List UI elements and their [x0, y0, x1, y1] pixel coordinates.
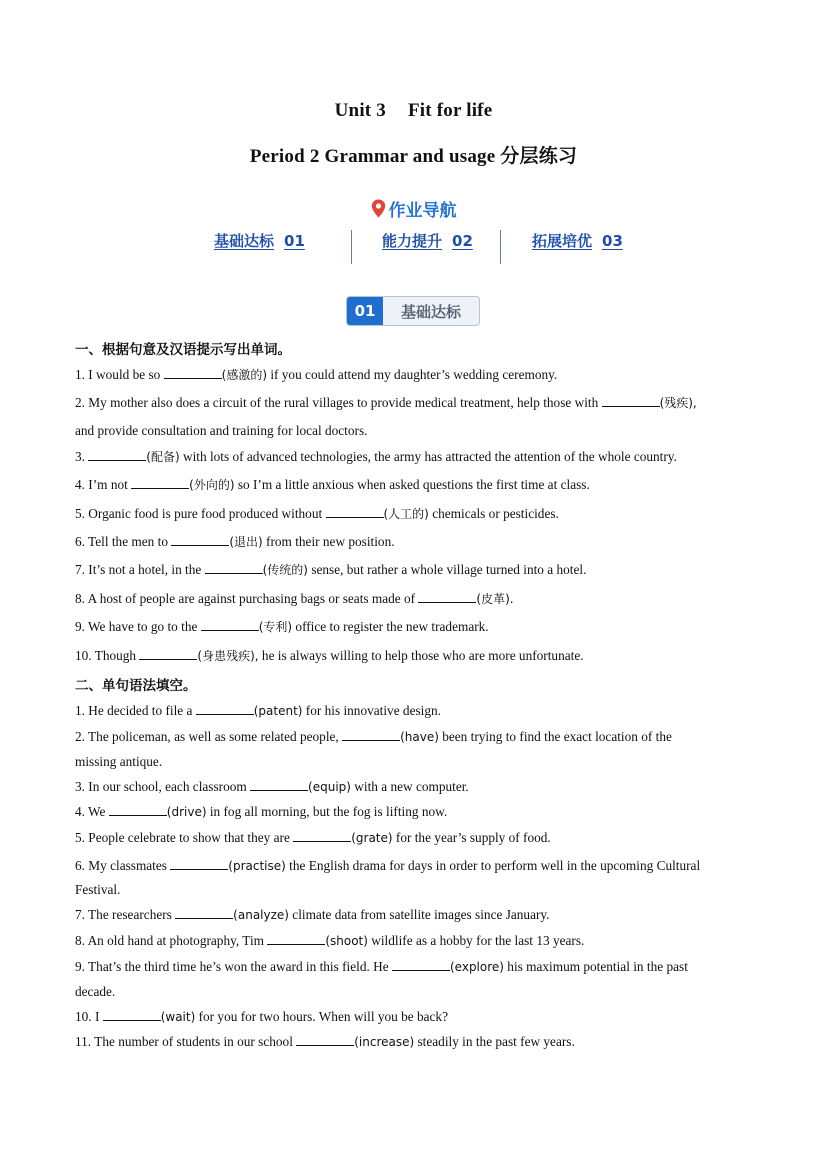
exercise-text: with lots of advanced technologies, the army has attracted the attention of the whole country.: [179, 449, 677, 464]
exercise-text: the English drama for days in order to perform well in the upcoming Cultural: [285, 858, 701, 873]
guide-title: 作业导航: [388, 201, 457, 221]
answer-blank[interactable]: [164, 366, 222, 379]
answer-blank[interactable]: [171, 533, 229, 546]
exercise-hint: (残疾),: [659, 396, 697, 410]
answer-blank[interactable]: [131, 476, 189, 489]
exercise-line: [75, 647, 765, 665]
exercise-line: [75, 394, 765, 412]
exercise-text: 8. A host of people are against purchasing bags or seats made of: [75, 591, 419, 606]
answer-blank[interactable]: [418, 590, 476, 603]
exercise-text: 9. We have to go to the: [75, 619, 201, 634]
exercise-hint: (专利): [258, 620, 293, 634]
answer-blank[interactable]: [342, 728, 400, 741]
exercise-line: [75, 728, 765, 746]
answer-blank[interactable]: [392, 958, 450, 971]
exercise-line: [75, 1033, 765, 1051]
exercise-text: 10. Though: [75, 648, 140, 663]
exercise-line: [75, 366, 765, 384]
exercise-line: [75, 881, 765, 899]
exercise-text: for you for two hours. When will you be back?: [195, 1009, 448, 1024]
nav-basic[interactable]: [214, 230, 305, 251]
exercise-line: [75, 803, 765, 821]
exercise-line: [75, 505, 765, 523]
exercise-hint: (外向的): [189, 478, 235, 492]
answer-blank[interactable]: [293, 829, 351, 842]
exercise-line: [75, 932, 765, 950]
exercise-text: 6. Tell the men to: [75, 534, 172, 549]
answer-blank[interactable]: [250, 778, 308, 791]
exercise-text: 10. I: [75, 1009, 103, 1024]
answer-blank[interactable]: [205, 561, 263, 574]
unit-title: [0, 100, 827, 122]
exercise-line: [75, 1008, 765, 1026]
exercise-text: 7. The researchers: [75, 907, 176, 922]
section-badge: [346, 296, 480, 326]
answer-blank[interactable]: [267, 932, 325, 945]
answer-blank[interactable]: [139, 647, 197, 660]
exercise-hint: (wait): [160, 1010, 196, 1024]
nav-extend[interactable]: [532, 230, 623, 251]
exercise-hint: (皮革).: [476, 592, 514, 606]
exercise-text: 1. I would be so: [75, 367, 164, 382]
exercise-text: chemicals or pesticides.: [428, 506, 559, 521]
nav-extend-num: 03: [602, 232, 623, 250]
badge-label: 基础达标: [400, 302, 461, 321]
exercise-line: [75, 906, 765, 924]
exercise-text: 11. The number of students in our school: [75, 1034, 297, 1049]
nav-ability[interactable]: [382, 230, 473, 251]
exercise-text: 1. He decided to file a: [75, 703, 196, 718]
homework-nav: [200, 230, 640, 266]
exercise-text: 4. I’m not: [75, 477, 132, 492]
exercise-text: for the year’s supply of food.: [392, 830, 551, 845]
answer-blank[interactable]: [103, 1008, 161, 1021]
exercise-hint: (grate): [351, 831, 393, 845]
exercise-text: he is always willing to help those who are more unfortunate.: [258, 648, 584, 663]
exercise-hint: (have): [400, 730, 439, 744]
nav-ability-label: 能力提升: [382, 232, 443, 250]
exercise-text: decade.: [75, 984, 116, 999]
exercise-text: for his innovative design.: [302, 703, 441, 718]
answer-blank[interactable]: [109, 803, 167, 816]
answer-blank[interactable]: [602, 394, 660, 407]
period-title: Period 2 Grammar and usage 分层练习: [249, 146, 578, 167]
exercise-hint: (practise): [228, 859, 286, 873]
nav-ability-num: 02: [452, 232, 473, 250]
answer-blank[interactable]: [201, 618, 259, 631]
exercise-text: been trying to find the exact location of the: [438, 729, 672, 744]
exercise-line: [75, 422, 765, 440]
answer-blank[interactable]: [170, 857, 228, 870]
exercise-text: if you could attend my daughter’s wedding ceremony.: [267, 367, 558, 382]
unit-number: Unit 3: [334, 100, 386, 121]
exercise-text: from their new position.: [262, 534, 395, 549]
exercise-hint: (patent): [253, 704, 303, 718]
exercise-hint: (increase): [354, 1035, 415, 1049]
exercise-hint: (analyze): [233, 908, 289, 922]
exercise-hint: (shoot): [325, 934, 368, 948]
exercise-line: [75, 533, 765, 551]
exercise-text: 5. Organic food is pure food produced without: [75, 506, 326, 521]
unit-name: Fit for life: [408, 100, 493, 121]
exercise-text: in fog all morning, but the fog is lifting now.: [206, 804, 448, 819]
exercise-line: [75, 702, 765, 720]
exercise-line: [75, 476, 765, 494]
exercise-hint: (感激的): [221, 368, 268, 382]
exercise-line: [75, 958, 765, 976]
exercise-text: sense, but rather a whole village turned into a hotel.: [308, 562, 587, 577]
exercise-hint: (drive): [166, 805, 207, 819]
exercise-line: [75, 448, 765, 466]
exercise-text: 2. My mother also does a circuit of the rural villages to provide medical treatment, help those with: [75, 395, 602, 410]
exercise-text: his maximum potential in the past: [503, 959, 688, 974]
exercise-hint: (人工的): [383, 507, 429, 521]
exercise-hint: (equip): [308, 780, 351, 794]
exercise-text: 3. In our school, each classroom: [75, 779, 251, 794]
exercise-text: so I’m a little anxious when asked questions the first time at class.: [234, 477, 590, 492]
nav-extend-label: 拓展培优: [532, 232, 593, 250]
exercise-hint: (身患残疾),: [197, 649, 259, 663]
nav-basic-num: 01: [284, 232, 305, 250]
exercise-text: 7. It’s not a hotel, in the: [75, 562, 205, 577]
section2-heading: 二、单句语法填空。: [75, 678, 197, 694]
exercise-text: office to register the new trademark.: [292, 619, 489, 634]
exercise-text: 2. The policeman, as well as some related people,: [75, 729, 343, 744]
exercise-text: Festival.: [75, 882, 121, 897]
exercise-text: 3.: [75, 449, 89, 464]
exercise-text: steadily in the past few years.: [414, 1034, 575, 1049]
exercise-text: 4. We: [75, 804, 109, 819]
answer-blank[interactable]: [296, 1033, 354, 1046]
answer-blank[interactable]: [175, 906, 233, 919]
exercise-text: wildlife as a hobby for the last 13 years.: [367, 933, 585, 948]
exercise-line: [75, 561, 765, 579]
exercise-hint: (传统的): [262, 563, 308, 577]
exercise-hint: (explore): [449, 960, 504, 974]
answer-blank[interactable]: [326, 505, 384, 518]
exercise-text: 5. People celebrate to show that they are: [75, 830, 294, 845]
exercise-text: 8. An old hand at photography, Tim: [75, 933, 268, 948]
exercise-text: climate data from satellite images since January.: [288, 907, 550, 922]
exercise-line: [75, 618, 765, 636]
exercise-line: [75, 778, 765, 796]
exercise-text: and provide consultation and training for local doctors.: [75, 423, 368, 438]
exercise-text: 6. My classmates: [75, 858, 171, 873]
location-pin-icon: [371, 199, 386, 218]
exercise-line: [75, 983, 765, 1001]
exercise-line: [75, 829, 765, 847]
answer-blank[interactable]: [196, 702, 254, 715]
exercise-line: [75, 753, 765, 771]
exercise-text: missing antique.: [75, 754, 163, 769]
exercise-hint: (退出): [229, 535, 263, 549]
exercise-hint: (配备): [146, 450, 180, 464]
exercise-text: with a new computer.: [350, 779, 469, 794]
answer-blank[interactable]: [88, 448, 146, 461]
section1-heading: 一、根据句意及汉语提示写出单词。: [75, 342, 291, 358]
nav-basic-label: 基础达标: [214, 232, 275, 250]
homework-guide: [0, 196, 827, 223]
nav-divider: [351, 230, 352, 264]
badge-number: 01: [347, 297, 383, 325]
exercise-line: [75, 857, 765, 875]
exercise-line: [75, 590, 765, 608]
exercise-text: 9. That’s the third time he’s won the award in this field. He: [75, 959, 392, 974]
nav-divider: [500, 230, 501, 264]
